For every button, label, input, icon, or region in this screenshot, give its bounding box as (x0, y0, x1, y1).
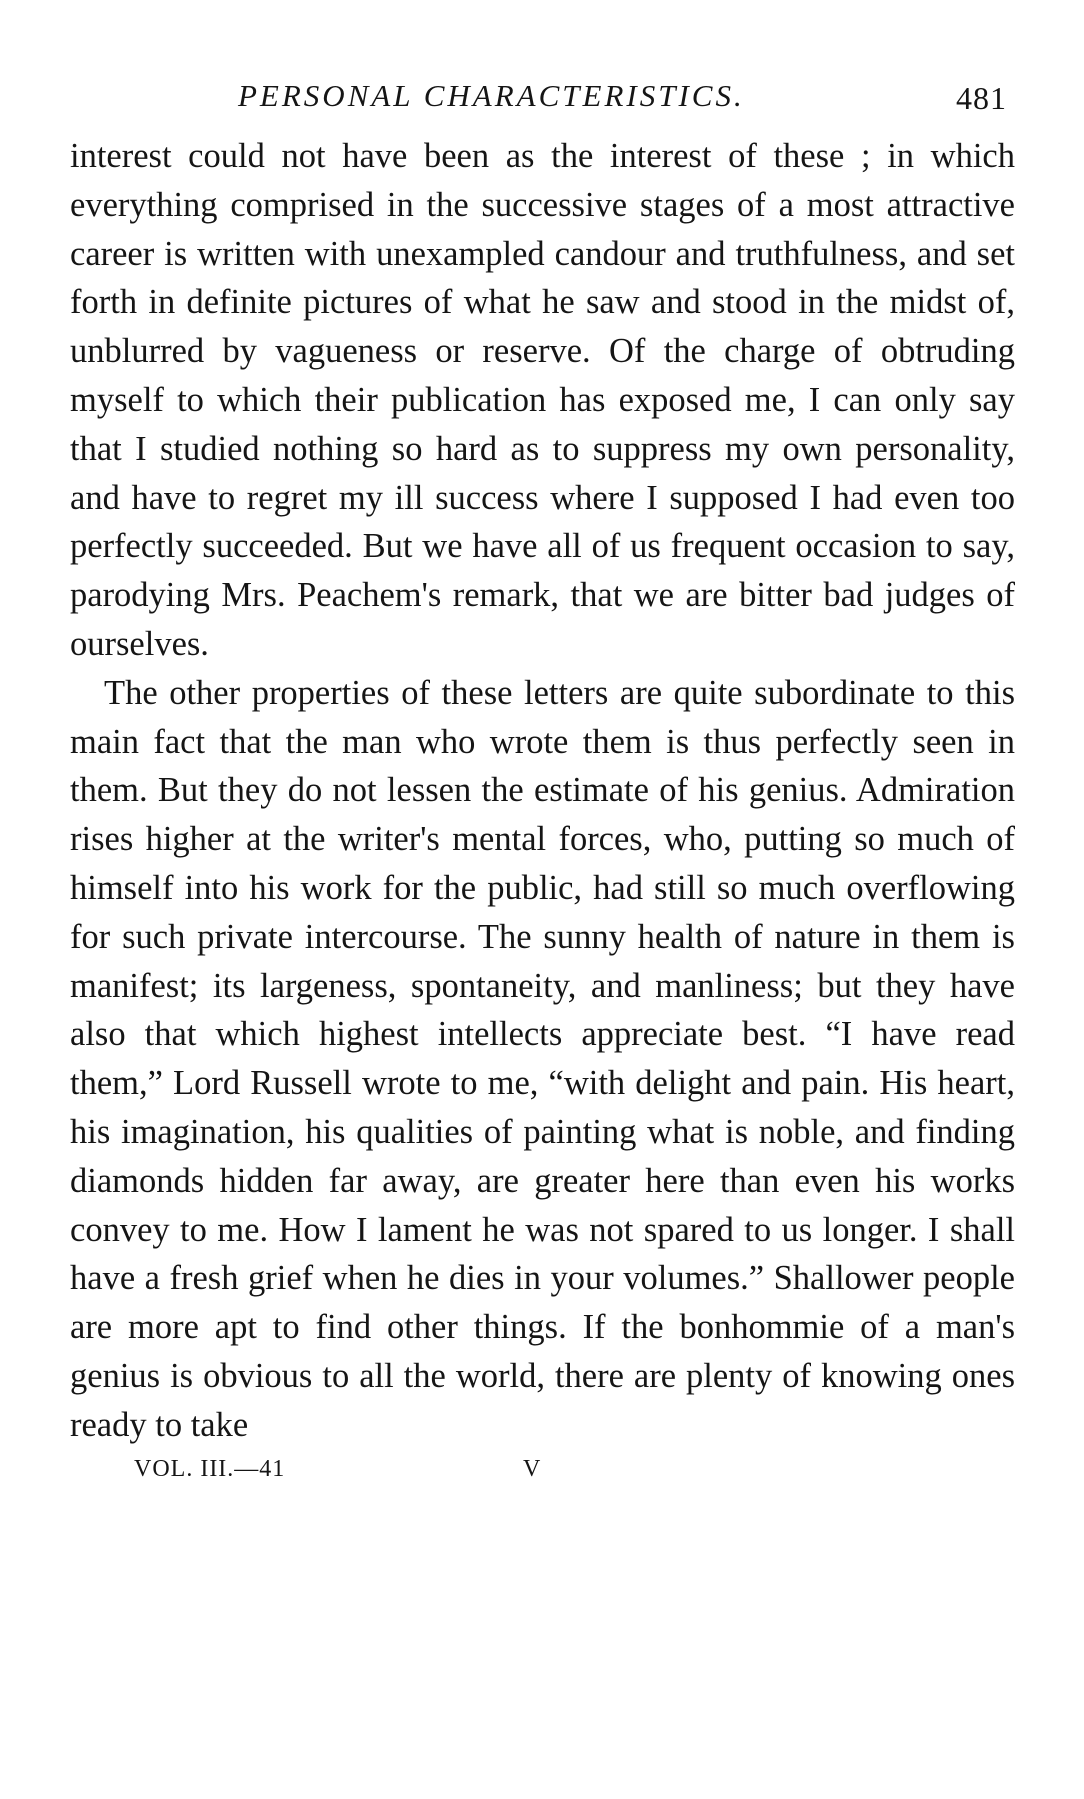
body-text (70, 132, 1015, 1450)
paragraph-letters-properties: The other properties of these letters are quite subordinate to this main fact that the man who wrote them is thus perfectly seen in them. But they do not lessen the estimate of his genius. Admiration rises higher at the writer's mental forces, who, putting so much of himself into his work for the public, had still so much overflowing for such private intercourse. The sunny health of nature in them is manifest; its largeness, spontaneity, and manliness; but they have also that which highest intellects appreciate best. “I have read them,” Lord Russell wrote to me, “with delight and pain. His heart, his imagination, his qualities of painting what is noble, and finding diamonds hidden far away, are greater here than even his works convey to me. How I lament he was not spared to us longer. I shall have a fresh grief when he dies in your volumes.” Shallower people are more apt to find other things. If the bonhommie of a man's genius is obvious to all the world, there are plenty of knowing ones ready to take (70, 673, 1015, 1444)
running-head (70, 60, 1015, 132)
volume-mark: VOL. III.—41 (134, 1455, 286, 1482)
running-title: PERSONAL CHARACTERISTICS. (238, 78, 745, 113)
book-page (70, 60, 1015, 1500)
page-number: 481 (956, 80, 1007, 116)
paragraph-continued: interest could not have been as the interest of these ; in which everything comprised in the successive stages of a most attractive career is written with unexampled candour and truthfulness, and set forth in definite pictures of what he saw and stood in the midst of, unblurred by vagueness or reserve. Of the charge of obtruding myself to which their publication has exposed me, I can only say that I studied nothing so hard as to suppress my own personality, and have to regret my ill success where I supposed I had even too perfectly succeeded. But we have all of us frequent occasion to say, parodying Mrs. Peachem's remark, that we are bitter bad judges of ourselves. (70, 137, 1015, 663)
signature-mark: V (523, 1455, 542, 1482)
page-footer (70, 1450, 1015, 1500)
